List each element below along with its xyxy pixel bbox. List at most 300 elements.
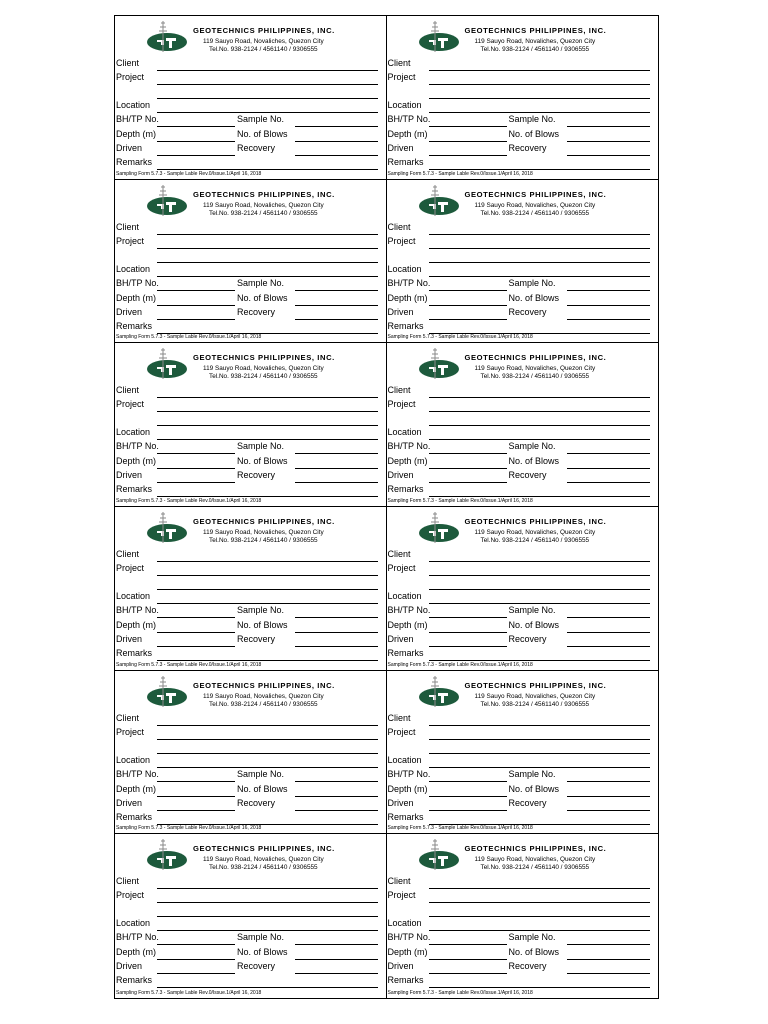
driven-label: Driven [116, 470, 143, 481]
bh-tp-label: BH/TP No. [387, 277, 431, 288]
blows-label: No. of Blows [508, 947, 560, 958]
remarks-line[interactable] [157, 987, 378, 988]
sample-label [387, 834, 659, 998]
company-logo-icon [145, 183, 189, 219]
client-label: Client [387, 58, 411, 68]
bh-tp-line[interactable] [157, 290, 235, 291]
driven-line[interactable] [157, 810, 235, 811]
depth-label: Depth (m) [387, 292, 428, 303]
client-label: Client [387, 385, 411, 396]
form-footer: Sampling Form 5.7.3 - Sample Lable Rev.0/Issue.1/April 16, 2018 [116, 825, 262, 832]
location-line[interactable] [157, 276, 378, 277]
project-label: Project [387, 399, 416, 410]
driven-label: Driven [387, 961, 414, 972]
depth-label: Depth (m) [387, 783, 428, 794]
sample-label [387, 671, 659, 835]
recovery-line[interactable] [567, 319, 651, 320]
recovery-line[interactable] [295, 482, 378, 483]
driven-label: Driven [116, 797, 143, 808]
recovery-label: Recovery [237, 143, 276, 153]
location-line[interactable] [157, 603, 378, 604]
bh-tp-line[interactable] [157, 126, 235, 127]
driven-line[interactable] [429, 155, 507, 156]
sample-no-line[interactable] [567, 290, 651, 291]
recovery-line[interactable] [295, 319, 378, 320]
company-address: 119 Sauyo Road, Novaliches, Quezon City [474, 692, 596, 700]
project-line[interactable] [429, 575, 651, 576]
location-label: Location [387, 591, 422, 601]
project-line-2[interactable] [429, 753, 651, 754]
client-label: Client [116, 712, 140, 723]
client-label: Client [387, 876, 411, 887]
company-name: GEOTECHNICS PHILIPPINES, INC. [464, 680, 607, 690]
client-line[interactable] [157, 888, 378, 889]
company-logo-icon [145, 19, 189, 55]
recovery-label: Recovery [237, 961, 276, 972]
driven-label: Driven [116, 634, 143, 644]
company-phone: Tel.No. 938-2124 / 4561140 / 9306555 [209, 537, 318, 544]
company-name: GEOTECHNICS PHILIPPINES, INC. [464, 844, 607, 854]
remarks-label: Remarks [116, 484, 153, 495]
sample-no-line[interactable] [567, 453, 651, 454]
driven-line[interactable] [429, 973, 507, 974]
company-address: 119 Sauyo Road, Novaliches, Quezon City [203, 38, 324, 45]
client-label: Client [116, 385, 140, 396]
client-line[interactable] [157, 725, 378, 726]
project-line-2[interactable] [429, 589, 651, 590]
location-line[interactable] [157, 112, 378, 113]
driven-line[interactable] [157, 155, 235, 156]
company-phone: Tel.No. 938-2124 / 4561140 / 9306555 [209, 700, 318, 708]
depth-label: Depth (m) [116, 620, 157, 630]
remarks-label: Remarks [387, 484, 424, 495]
sample-no-line[interactable] [295, 290, 378, 291]
sample-no-label: Sample No. [237, 768, 285, 779]
sample-label [387, 16, 659, 180]
sample-no-label: Sample No. [508, 441, 556, 452]
bh-tp-line[interactable] [429, 617, 507, 618]
project-line-2[interactable] [157, 98, 378, 99]
blows-label: No. of Blows [237, 456, 288, 467]
project-line-2[interactable] [157, 753, 378, 754]
depth-label: Depth (m) [387, 620, 428, 630]
blows-label: No. of Blows [508, 129, 560, 139]
recovery-line[interactable] [567, 646, 651, 647]
recovery-line[interactable] [567, 482, 651, 483]
client-line[interactable] [157, 70, 378, 71]
project-label: Project [387, 563, 416, 573]
remarks-label: Remarks [116, 157, 153, 167]
company-phone: Tel.No. 938-2124 / 4561140 / 9306555 [209, 209, 318, 217]
client-line[interactable] [429, 397, 651, 398]
location-line[interactable] [429, 276, 651, 277]
blows-label: No. of Blows [508, 292, 560, 303]
project-label: Project [116, 72, 145, 82]
depth-line[interactable] [429, 796, 507, 797]
sample-label [115, 671, 387, 835]
company-phone: Tel.No. 938-2124 / 4561140 / 9306555 [209, 373, 318, 381]
company-phone: Tel.No. 938-2124 / 4561140 / 9306555 [209, 46, 318, 53]
depth-label: Depth (m) [387, 456, 428, 467]
sample-label [115, 343, 387, 507]
depth-line[interactable] [429, 468, 507, 469]
company-phone: Tel.No. 938-2124 / 4561140 / 9306555 [480, 373, 590, 381]
project-label: Project [387, 235, 416, 246]
driven-line[interactable] [157, 319, 235, 320]
depth-line[interactable] [157, 632, 235, 633]
sample-no-label: Sample No. [508, 277, 556, 288]
project-line[interactable] [429, 411, 651, 412]
location-line[interactable] [429, 930, 651, 931]
driven-label: Driven [387, 797, 414, 808]
recovery-line[interactable] [295, 973, 378, 974]
location-line[interactable] [429, 112, 651, 113]
blows-label: No. of Blows [508, 783, 560, 794]
form-footer: Sampling Form 5.7.3 - Sample Lable Rev.0/Issue.1/April 16, 2018 [116, 170, 262, 177]
company-name: GEOTECHNICS PHILIPPINES, INC. [464, 353, 607, 363]
form-footer: Sampling Form 5.7.3 - Sample Lable Rev.0/Issue.1/April 16, 2018 [116, 498, 262, 504]
bh-tp-line[interactable] [157, 944, 235, 945]
company-name: GEOTECHNICS PHILIPPINES, INC. [193, 189, 335, 199]
sample-no-label: Sample No. [237, 605, 285, 615]
company-name: GEOTECHNICS PHILIPPINES, INC. [193, 680, 335, 690]
location-label: Location [116, 754, 151, 765]
client-label: Client [116, 58, 140, 68]
location-line[interactable] [157, 930, 378, 931]
form-footer: Sampling Form 5.7.3 - Sample Lable Rev.0/Issue.1/April 16, 2018 [116, 990, 262, 996]
company-phone: Tel.No. 938-2124 / 4561140 / 9306555 [480, 537, 590, 544]
company-name: GEOTECHNICS PHILIPPINES, INC. [464, 189, 607, 199]
bh-tp-label: BH/TP No. [116, 114, 159, 124]
blows-line[interactable] [295, 632, 378, 633]
client-line[interactable] [157, 234, 378, 235]
remarks-label: Remarks [387, 157, 424, 167]
client-line[interactable] [429, 725, 651, 726]
client-line[interactable] [429, 234, 651, 235]
location-label: Location [116, 918, 151, 929]
driven-line[interactable] [429, 810, 507, 811]
bh-tp-line[interactable] [429, 944, 507, 945]
remarks-label: Remarks [387, 320, 424, 331]
driven-line[interactable] [429, 482, 507, 483]
depth-line[interactable] [157, 959, 235, 960]
company-address: 119 Sauyo Road, Novaliches, Quezon City [474, 38, 596, 45]
sample-no-label: Sample No. [508, 605, 556, 615]
recovery-label: Recovery [237, 470, 276, 481]
project-line-2[interactable] [429, 98, 651, 99]
project-line[interactable] [157, 739, 378, 740]
project-label: Project [116, 890, 145, 901]
form-footer: Sampling Form 5.7.3 - Sample Lable Rev.0/Issue.1/April 16, 2018 [387, 825, 533, 832]
depth-label: Depth (m) [116, 129, 157, 139]
recovery-line[interactable] [567, 973, 651, 974]
blows-label: No. of Blows [508, 620, 560, 630]
bh-tp-line[interactable] [157, 617, 235, 618]
driven-label: Driven [116, 143, 143, 153]
project-label: Project [116, 399, 145, 410]
blows-label: No. of Blows [508, 456, 560, 467]
sample-label [387, 180, 659, 344]
location-label: Location [387, 427, 422, 438]
project-line[interactable] [157, 902, 378, 903]
company-address: 119 Sauyo Road, Novaliches, Quezon City [474, 856, 596, 864]
blows-line[interactable] [295, 959, 378, 960]
bh-tp-line[interactable] [429, 781, 507, 782]
sample-label [115, 834, 387, 998]
project-line-2[interactable] [157, 589, 378, 590]
project-label: Project [387, 72, 416, 82]
driven-label: Driven [387, 306, 414, 317]
recovery-label: Recovery [237, 634, 276, 644]
company-name: GEOTECHNICS PHILIPPINES, INC. [193, 844, 335, 854]
location-line[interactable] [429, 767, 651, 768]
sample-no-label: Sample No. [237, 114, 285, 124]
company-phone: Tel.No. 938-2124 / 4561140 / 9306555 [480, 700, 590, 708]
sample-no-label: Sample No. [237, 277, 285, 288]
sample-no-label: Sample No. [508, 768, 556, 779]
project-line[interactable] [429, 902, 651, 903]
driven-label: Driven [116, 306, 143, 317]
client-label: Client [116, 221, 140, 232]
recovery-label: Recovery [508, 797, 547, 808]
sample-no-label: Sample No. [237, 932, 285, 943]
bh-tp-line[interactable] [429, 290, 507, 291]
sample-label [387, 343, 659, 507]
form-footer: Sampling Form 5.7.3 - Sample Lable Rev.0/Issue.1/April 16, 2018 [387, 661, 533, 668]
project-label: Project [387, 726, 416, 737]
sample-no-line[interactable] [567, 126, 651, 127]
location-line[interactable] [429, 603, 651, 604]
depth-line[interactable] [157, 305, 235, 306]
sample-no-label: Sample No. [508, 932, 556, 943]
client-line[interactable] [429, 561, 651, 562]
client-line[interactable] [157, 561, 378, 562]
company-logo-icon [145, 346, 189, 382]
project-line[interactable] [157, 248, 378, 249]
bh-tp-label: BH/TP No. [387, 605, 431, 615]
blows-line[interactable] [295, 796, 378, 797]
depth-line[interactable] [429, 959, 507, 960]
form-footer: Sampling Form 5.7.3 - Sample Lable Rev.0/Issue.1/April 16, 2018 [387, 990, 533, 996]
bh-tp-line[interactable] [429, 453, 507, 454]
company-logo-icon [145, 837, 189, 873]
recovery-label: Recovery [237, 306, 276, 317]
blows-line[interactable] [567, 959, 651, 960]
blows-line[interactable] [567, 305, 651, 306]
company-address: 119 Sauyo Road, Novaliches, Quezon City [474, 201, 596, 209]
company-address: 119 Sauyo Road, Novaliches, Quezon City [203, 856, 324, 864]
client-label: Client [116, 549, 140, 559]
project-line[interactable] [157, 411, 378, 412]
label-sheet [114, 15, 659, 999]
company-logo-icon [417, 183, 461, 219]
recovery-label: Recovery [508, 470, 547, 481]
bh-tp-label: BH/TP No. [116, 768, 159, 779]
sample-no-label: Sample No. [237, 441, 285, 452]
bh-tp-label: BH/TP No. [387, 441, 431, 452]
client-label: Client [387, 712, 411, 723]
sample-no-label: Sample No. [508, 114, 556, 124]
form-footer: Sampling Form 5.7.3 - Sample Lable Rev.0/Issue.1/April 16, 2018 [387, 334, 533, 341]
driven-line[interactable] [157, 482, 235, 483]
project-line-2[interactable] [429, 425, 651, 426]
company-name: GEOTECHNICS PHILIPPINES, INC. [464, 517, 607, 526]
company-logo-icon [417, 19, 461, 55]
blows-line[interactable] [295, 468, 378, 469]
project-label: Project [387, 890, 416, 901]
sample-label [387, 507, 659, 671]
depth-line[interactable] [157, 468, 235, 469]
recovery-line[interactable] [295, 810, 378, 811]
driven-line[interactable] [429, 646, 507, 647]
project-line-2[interactable] [157, 916, 378, 917]
remarks-label: Remarks [116, 975, 153, 986]
driven-line[interactable] [157, 973, 235, 974]
bh-tp-label: BH/TP No. [116, 277, 159, 288]
project-label: Project [116, 563, 145, 573]
project-line-2[interactable] [429, 916, 651, 917]
location-label: Location [387, 100, 422, 110]
project-line-2[interactable] [157, 262, 378, 263]
driven-line[interactable] [157, 646, 235, 647]
form-footer: Sampling Form 5.7.3 - Sample Lable Rev.0/Issue.1/April 16, 2018 [387, 170, 533, 177]
bh-tp-label: BH/TP No. [387, 932, 431, 943]
form-footer: Sampling Form 5.7.3 - Sample Lable Rev.0/Issue.1/April 16, 2018 [387, 498, 533, 504]
remarks-label: Remarks [116, 648, 153, 658]
company-address: 119 Sauyo Road, Novaliches, Quezon City [474, 529, 596, 536]
depth-line[interactable] [429, 141, 507, 142]
remarks-label: Remarks [387, 975, 424, 986]
sample-no-line[interactable] [567, 781, 651, 782]
blows-line[interactable] [567, 468, 651, 469]
location-label: Location [116, 427, 151, 438]
recovery-line[interactable] [567, 155, 651, 156]
blows-line[interactable] [567, 141, 651, 142]
recovery-label: Recovery [508, 306, 547, 317]
company-address: 119 Sauyo Road, Novaliches, Quezon City [203, 365, 324, 373]
client-line[interactable] [429, 70, 651, 71]
recovery-label: Recovery [237, 797, 276, 808]
depth-line[interactable] [429, 632, 507, 633]
client-label: Client [387, 221, 411, 232]
client-line[interactable] [429, 888, 651, 889]
location-line[interactable] [429, 439, 651, 440]
recovery-line[interactable] [567, 810, 651, 811]
recovery-line[interactable] [295, 646, 378, 647]
bh-tp-label: BH/TP No. [116, 932, 159, 943]
company-logo-icon [417, 346, 461, 382]
company-phone: Tel.No. 938-2124 / 4561140 / 9306555 [209, 864, 318, 872]
blows-label: No. of Blows [237, 129, 288, 139]
depth-label: Depth (m) [387, 947, 428, 958]
company-address: 119 Sauyo Road, Novaliches, Quezon City [203, 529, 324, 536]
company-address: 119 Sauyo Road, Novaliches, Quezon City [474, 365, 596, 373]
location-label: Location [116, 263, 151, 274]
company-phone: Tel.No. 938-2124 / 4561140 / 9306555 [480, 46, 590, 53]
remarks-label: Remarks [116, 320, 153, 331]
company-name: GEOTECHNICS PHILIPPINES, INC. [464, 26, 607, 35]
sample-no-line[interactable] [295, 617, 378, 618]
sample-label [115, 180, 387, 344]
company-logo-icon [417, 837, 461, 873]
project-line[interactable] [429, 248, 651, 249]
company-address: 119 Sauyo Road, Novaliches, Quezon City [203, 692, 324, 700]
company-logo-icon [145, 674, 189, 710]
client-line[interactable] [157, 397, 378, 398]
project-line[interactable] [429, 84, 651, 85]
location-label: Location [387, 754, 422, 765]
sample-no-line[interactable] [295, 126, 378, 127]
project-line[interactable] [157, 84, 378, 85]
depth-line[interactable] [429, 305, 507, 306]
remarks-line[interactable] [429, 987, 651, 988]
project-label: Project [116, 726, 145, 737]
project-line-2[interactable] [429, 262, 651, 263]
company-logo-icon [417, 674, 461, 710]
company-address: 119 Sauyo Road, Novaliches, Quezon City [203, 201, 324, 209]
remarks-label: Remarks [387, 811, 424, 822]
driven-label: Driven [116, 961, 143, 972]
driven-label: Driven [387, 143, 414, 153]
driven-line[interactable] [429, 319, 507, 320]
bh-tp-label: BH/TP No. [387, 114, 431, 124]
driven-label: Driven [387, 634, 414, 644]
company-name: GEOTECHNICS PHILIPPINES, INC. [193, 353, 335, 363]
sample-no-line[interactable] [295, 944, 378, 945]
driven-label: Driven [387, 470, 414, 481]
depth-line[interactable] [157, 141, 235, 142]
depth-label: Depth (m) [116, 783, 157, 794]
depth-label: Depth (m) [387, 129, 428, 139]
project-line[interactable] [429, 739, 651, 740]
remarks-label: Remarks [116, 811, 153, 822]
location-line[interactable] [157, 439, 378, 440]
sample-no-line[interactable] [295, 781, 378, 782]
blows-label: No. of Blows [237, 947, 288, 958]
bh-tp-label: BH/TP No. [387, 768, 431, 779]
location-line[interactable] [157, 767, 378, 768]
depth-line[interactable] [157, 796, 235, 797]
blows-line[interactable] [295, 305, 378, 306]
form-footer: Sampling Form 5.7.3 - Sample Lable Rev.0/Issue.1/April 16, 2018 [116, 661, 262, 668]
depth-label: Depth (m) [116, 947, 157, 958]
project-line-2[interactable] [157, 425, 378, 426]
recovery-line[interactable] [295, 155, 378, 156]
sample-no-line[interactable] [567, 617, 651, 618]
company-phone: Tel.No. 938-2124 / 4561140 / 9306555 [480, 864, 590, 872]
blows-line[interactable] [567, 796, 651, 797]
bh-tp-line[interactable] [157, 453, 235, 454]
recovery-label: Recovery [508, 143, 547, 153]
blows-line[interactable] [567, 632, 651, 633]
bh-tp-line[interactable] [157, 781, 235, 782]
company-phone: Tel.No. 938-2124 / 4561140 / 9306555 [480, 209, 590, 217]
blows-line[interactable] [295, 141, 378, 142]
form-footer: Sampling Form 5.7.3 - Sample Lable Rev.0/Issue.1/April 16, 2018 [116, 334, 262, 341]
bh-tp-line[interactable] [429, 126, 507, 127]
depth-label: Depth (m) [116, 292, 157, 303]
company-name: GEOTECHNICS PHILIPPINES, INC. [193, 26, 335, 35]
depth-label: Depth (m) [116, 456, 157, 467]
recovery-label: Recovery [508, 961, 547, 972]
sample-no-line[interactable] [567, 944, 651, 945]
client-label: Client [387, 549, 411, 559]
company-logo-icon [417, 510, 461, 546]
location-label: Location [387, 918, 422, 929]
sample-no-line[interactable] [295, 453, 378, 454]
project-line[interactable] [157, 575, 378, 576]
sample-label [115, 16, 387, 180]
